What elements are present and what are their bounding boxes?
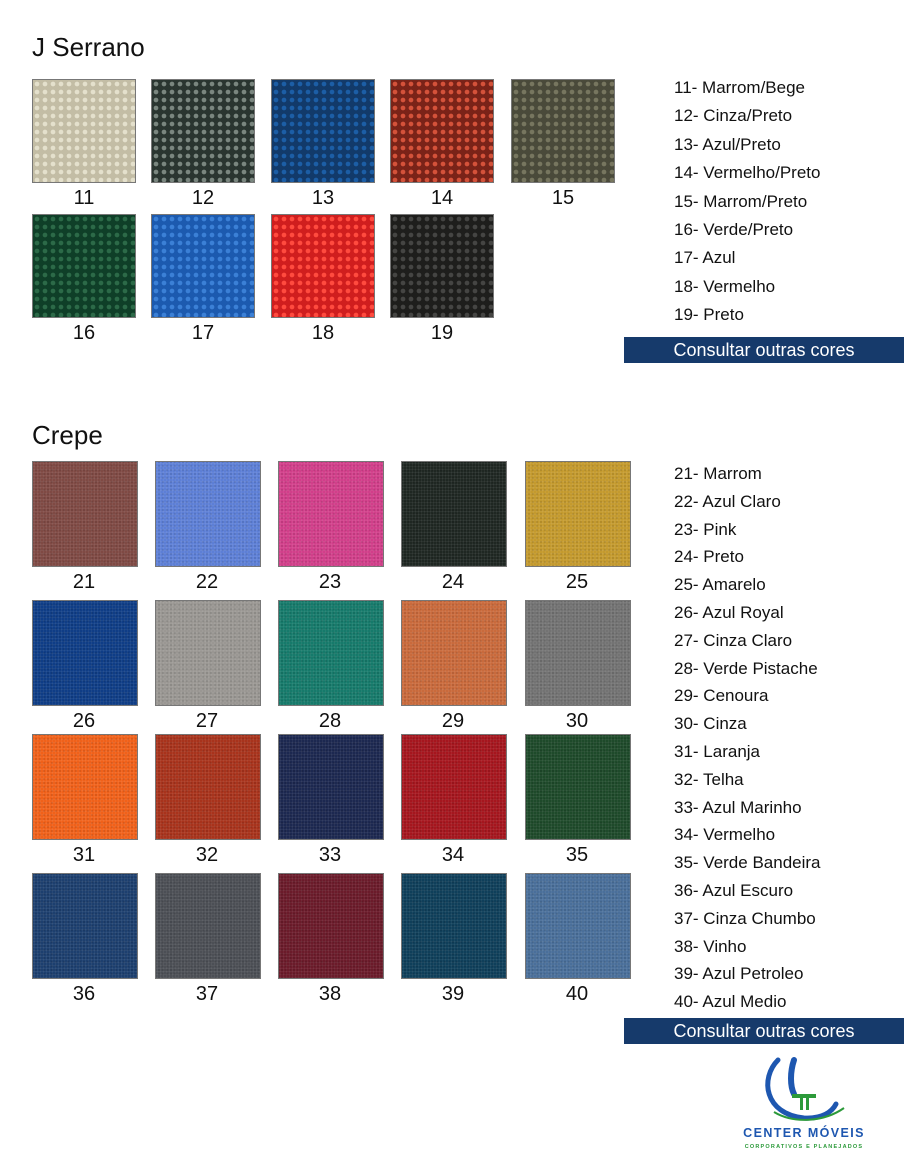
- legend-item: 28- Verde Pistache: [674, 658, 818, 678]
- crepe-more-colors-button[interactable]: Consultar outras cores: [624, 1018, 904, 1044]
- legend-item: 26- Azul Royal: [674, 602, 784, 622]
- swatch-number: 36: [72, 983, 96, 1005]
- swatch-37[interactable]: [155, 873, 261, 979]
- section-title-crepe: Crepe: [32, 420, 103, 450]
- legend-item: 39- Azul Petroleo: [674, 964, 804, 984]
- swatch-number: 19: [430, 322, 454, 344]
- legend-item: 16- Verde/Preto: [674, 220, 794, 240]
- legend-item: 12- Cinza/Preto: [674, 106, 793, 126]
- legend-item: 30- Cinza: [674, 714, 747, 734]
- legend-item: 37- Cinza Chumbo: [674, 908, 816, 928]
- swatch-number: 16: [72, 322, 96, 344]
- swatch-number: 34: [441, 844, 465, 866]
- legend-item: 14- Vermelho/Preto: [674, 163, 821, 183]
- serrano-more-colors-button[interactable]: Consultar outras cores: [624, 337, 904, 363]
- swatch-number: 24: [441, 571, 465, 593]
- swatch-33[interactable]: [278, 734, 384, 840]
- swatch-number: 11: [73, 187, 95, 209]
- legend-item: 34- Vermelho: [674, 825, 776, 845]
- legend-item: 17- Azul: [674, 248, 736, 268]
- swatch-number: 14: [430, 187, 454, 209]
- logo-tagline: CORPORATIVOS E PLANEJADOS: [744, 1144, 864, 1150]
- swatch-32[interactable]: [155, 734, 261, 840]
- swatch-26[interactable]: [32, 600, 138, 706]
- swatch-number: 35: [565, 844, 589, 866]
- swatch-38[interactable]: [278, 873, 384, 979]
- legend-item: 40- Azul Medio: [674, 992, 787, 1012]
- swatch-number: 33: [318, 844, 342, 866]
- swatch-35[interactable]: [525, 734, 631, 840]
- swatch-number: 23: [318, 571, 342, 593]
- center-moveis-logo: [734, 1052, 874, 1158]
- swatch-21[interactable]: [32, 461, 138, 567]
- legend-item: 18- Vermelho: [674, 276, 776, 296]
- swatch-number: 32: [195, 844, 219, 866]
- swatch-15[interactable]: [511, 79, 615, 183]
- legend-item: 27- Cinza Claro: [674, 630, 793, 650]
- swatch-34[interactable]: [401, 734, 507, 840]
- swatch-number: 25: [565, 571, 589, 593]
- section-title-serrano: J Serrano: [32, 32, 145, 62]
- legend-item: 35- Verde Bandeira: [674, 853, 821, 873]
- swatch-number: 28: [318, 710, 342, 732]
- legend-item: 15- Marrom/Preto: [674, 191, 808, 211]
- swatch-30[interactable]: [525, 600, 631, 706]
- legend-item: 23- Pink: [674, 519, 737, 539]
- swatch-number: 39: [441, 983, 465, 1005]
- swatch-18[interactable]: [271, 214, 375, 318]
- swatch-17[interactable]: [151, 214, 255, 318]
- swatch-number: 38: [318, 983, 342, 1005]
- swatch-28[interactable]: [278, 600, 384, 706]
- swatch-31[interactable]: [32, 734, 138, 840]
- swatch-22[interactable]: [155, 461, 261, 567]
- swatch-number: 12: [191, 187, 215, 209]
- swatch-number: 13: [311, 187, 335, 209]
- swatch-number: 37: [195, 983, 219, 1005]
- swatch-number: 30: [565, 710, 589, 732]
- swatch-number: 18: [311, 322, 335, 344]
- logo-name: CENTER MÓVEIS: [743, 1126, 865, 1140]
- legend-item: 22- Azul Claro: [674, 491, 781, 511]
- legend-item: 31- Laranja: [674, 741, 761, 761]
- swatch-29[interactable]: [401, 600, 507, 706]
- legend-item: 33- Azul Marinho: [674, 797, 802, 817]
- swatch-12[interactable]: [151, 79, 255, 183]
- swatch-number: 22: [195, 571, 219, 593]
- swatch-25[interactable]: [525, 461, 631, 567]
- swatch-24[interactable]: [401, 461, 507, 567]
- swatch-23[interactable]: [278, 461, 384, 567]
- swatch-number: 29: [441, 710, 465, 732]
- swatch-number: 17: [191, 322, 215, 344]
- legend-item: 19- Preto: [674, 305, 744, 325]
- swatch-39[interactable]: [401, 873, 507, 979]
- legend-item: 13- Azul/Preto: [674, 134, 781, 154]
- swatch-number: 15: [551, 187, 575, 209]
- swatch-14[interactable]: [390, 79, 494, 183]
- legend-item: 38- Vinho: [674, 936, 747, 956]
- swatch-27[interactable]: [155, 600, 261, 706]
- swatch-16[interactable]: [32, 214, 136, 318]
- legend-item: 21- Marrom: [674, 464, 762, 483]
- swatch-number: 27: [195, 710, 219, 732]
- legend-item: 36- Azul Escuro: [674, 880, 794, 900]
- swatch-19[interactable]: [390, 214, 494, 318]
- crepe-legend: [674, 460, 821, 1016]
- swatch-36[interactable]: [32, 873, 138, 979]
- swatch-11[interactable]: [32, 79, 136, 183]
- swatch-number: 26: [72, 710, 96, 732]
- legend-item: 25- Amarelo: [674, 575, 766, 595]
- swatch-number: 21: [72, 571, 96, 593]
- legend-item: 29- Cenoura: [674, 686, 769, 706]
- swatch-40[interactable]: [525, 873, 631, 979]
- swatch-number: 40: [565, 983, 589, 1005]
- legend-item: 11- Marrom/Bege: [674, 78, 806, 97]
- swatch-13[interactable]: [271, 79, 375, 183]
- chair-logo-icon: [734, 1052, 874, 1126]
- legend-item: 32- Telha: [674, 769, 744, 789]
- legend-item: 24- Preto: [674, 547, 744, 567]
- swatch-number: 31: [72, 844, 96, 866]
- serrano-legend: [674, 74, 820, 330]
